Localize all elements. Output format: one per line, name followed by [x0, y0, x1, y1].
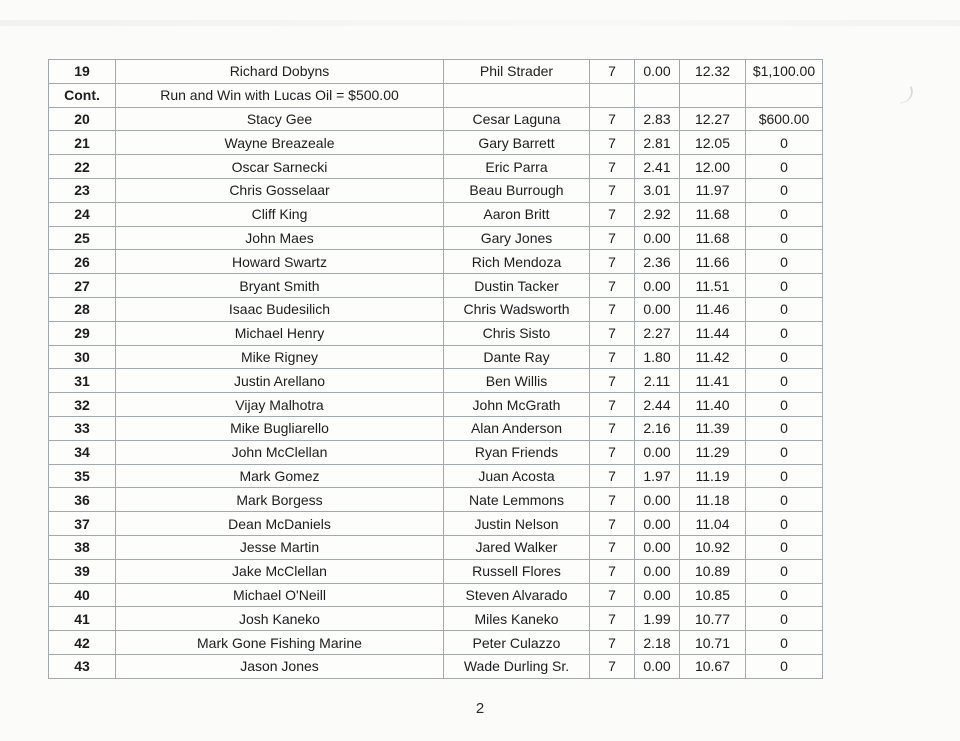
name-cell: Josh Kaneko — [116, 607, 444, 631]
rank-cell: 43 — [49, 654, 116, 678]
table-row — [49, 535, 823, 559]
winnings-cell: 0 — [746, 654, 823, 678]
events-cell: 7 — [590, 226, 635, 250]
events-cell: 7 — [590, 178, 635, 202]
avg-cell: 2.81 — [635, 131, 680, 155]
winnings-cell: 0 — [746, 607, 823, 631]
rank-cell: Cont. — [49, 83, 116, 107]
avg-cell: 1.80 — [635, 345, 680, 369]
table-row — [49, 631, 823, 655]
table-row — [49, 654, 823, 678]
avg-cell: 2.18 — [635, 631, 680, 655]
table-row — [49, 464, 823, 488]
avg-cell: 0.00 — [635, 488, 680, 512]
second-name-cell: John McGrath — [444, 393, 590, 417]
table-row — [49, 297, 823, 321]
table-row — [49, 202, 823, 226]
table-row — [49, 393, 823, 417]
points-cell: 11.46 — [680, 297, 746, 321]
table-row — [49, 512, 823, 536]
points-cell: 11.68 — [680, 202, 746, 226]
avg-cell: 0.00 — [635, 512, 680, 536]
events-cell: 7 — [590, 297, 635, 321]
points-cell: 10.67 — [680, 654, 746, 678]
events-cell: 7 — [590, 535, 635, 559]
points-cell: 11.68 — [680, 226, 746, 250]
second-name-cell: Juan Acosta — [444, 464, 590, 488]
points-cell — [680, 83, 746, 107]
winnings-cell: 0 — [746, 250, 823, 274]
points-cell: 10.71 — [680, 631, 746, 655]
winnings-cell: 0 — [746, 464, 823, 488]
events-cell: 7 — [590, 393, 635, 417]
avg-cell: 2.27 — [635, 321, 680, 345]
winnings-cell: 0 — [746, 297, 823, 321]
name-cell: Bryant Smith — [116, 274, 444, 298]
second-name-cell: Nate Lemmons — [444, 488, 590, 512]
points-cell: 10.89 — [680, 559, 746, 583]
avg-cell: 0.00 — [635, 583, 680, 607]
avg-cell — [635, 83, 680, 107]
avg-cell: 2.16 — [635, 416, 680, 440]
name-cell: Wayne Breazeale — [116, 131, 444, 155]
avg-cell: 0.00 — [635, 60, 680, 84]
results-table-body — [49, 60, 823, 679]
rank-cell: 38 — [49, 535, 116, 559]
name-cell: Richard Dobyns — [116, 60, 444, 84]
second-name-cell: Eric Parra — [444, 155, 590, 179]
winnings-cell: 0 — [746, 535, 823, 559]
events-cell — [590, 83, 635, 107]
points-cell: 11.39 — [680, 416, 746, 440]
events-cell: 7 — [590, 131, 635, 155]
table-row — [49, 178, 823, 202]
winnings-cell: 0 — [746, 488, 823, 512]
events-cell: 7 — [590, 607, 635, 631]
points-cell: 11.40 — [680, 393, 746, 417]
second-name-cell: Dante Ray — [444, 345, 590, 369]
second-name-cell: Ryan Friends — [444, 440, 590, 464]
points-cell: 11.41 — [680, 369, 746, 393]
name-cell: Jason Jones — [116, 654, 444, 678]
results-table — [48, 59, 823, 679]
avg-cell: 2.36 — [635, 250, 680, 274]
winnings-cell: 0 — [746, 131, 823, 155]
rank-cell: 32 — [49, 393, 116, 417]
second-name-cell: Russell Flores — [444, 559, 590, 583]
rank-cell: 26 — [49, 250, 116, 274]
events-cell: 7 — [590, 274, 635, 298]
winnings-cell: 0 — [746, 631, 823, 655]
second-name-cell — [444, 83, 590, 107]
name-cell: Chris Gosselaar — [116, 178, 444, 202]
name-cell: Mark Borgess — [116, 488, 444, 512]
table-row — [49, 83, 823, 107]
rank-cell: 39 — [49, 559, 116, 583]
second-name-cell: Chris Sisto — [444, 321, 590, 345]
rank-cell: 34 — [49, 440, 116, 464]
name-cell: Mark Gone Fishing Marine — [116, 631, 444, 655]
points-cell: 12.27 — [680, 107, 746, 131]
second-name-cell: Jared Walker — [444, 535, 590, 559]
winnings-cell: 0 — [746, 512, 823, 536]
events-cell: 7 — [590, 559, 635, 583]
table-row — [49, 155, 823, 179]
winnings-cell: 0 — [746, 559, 823, 583]
winnings-cell: 0 — [746, 321, 823, 345]
avg-cell: 0.00 — [635, 559, 680, 583]
avg-cell: 2.92 — [635, 202, 680, 226]
events-cell: 7 — [590, 464, 635, 488]
winnings-cell: 0 — [746, 369, 823, 393]
winnings-cell: 0 — [746, 178, 823, 202]
avg-cell: 2.83 — [635, 107, 680, 131]
name-cell: Cliff King — [116, 202, 444, 226]
table-row — [49, 345, 823, 369]
table-row — [49, 416, 823, 440]
name-cell: Dean McDaniels — [116, 512, 444, 536]
table-row — [49, 226, 823, 250]
second-name-cell: Dustin Tacker — [444, 274, 590, 298]
second-name-cell: Phil Strader — [444, 60, 590, 84]
name-cell: John McClellan — [116, 440, 444, 464]
rank-cell: 30 — [49, 345, 116, 369]
avg-cell: 0.00 — [635, 226, 680, 250]
events-cell: 7 — [590, 202, 635, 226]
table-row — [49, 107, 823, 131]
table-row — [49, 488, 823, 512]
rank-cell: 35 — [49, 464, 116, 488]
winnings-cell: $1,100.00 — [746, 60, 823, 84]
points-cell: 12.05 — [680, 131, 746, 155]
avg-cell: 0.00 — [635, 274, 680, 298]
page-number: 2 — [475, 700, 485, 717]
second-name-cell: Gary Barrett — [444, 131, 590, 155]
second-name-cell: Rich Mendoza — [444, 250, 590, 274]
winnings-cell: 0 — [746, 226, 823, 250]
name-cell: Stacy Gee — [116, 107, 444, 131]
avg-cell: 1.97 — [635, 464, 680, 488]
points-cell: 10.85 — [680, 583, 746, 607]
name-cell: John Maes — [116, 226, 444, 250]
name-cell: Jake McClellan — [116, 559, 444, 583]
name-cell: Mark Gomez — [116, 464, 444, 488]
events-cell: 7 — [590, 107, 635, 131]
table-row — [49, 369, 823, 393]
table-row — [49, 274, 823, 298]
avg-cell: 2.44 — [635, 393, 680, 417]
scan-artifact-mark — [896, 86, 915, 104]
events-cell: 7 — [590, 155, 635, 179]
points-cell: 11.18 — [680, 488, 746, 512]
points-cell: 11.42 — [680, 345, 746, 369]
avg-cell: 3.01 — [635, 178, 680, 202]
events-cell: 7 — [590, 512, 635, 536]
points-cell: 10.77 — [680, 607, 746, 631]
events-cell: 7 — [590, 488, 635, 512]
rank-cell: 19 — [49, 60, 116, 84]
winnings-cell: 0 — [746, 440, 823, 464]
rank-cell: 27 — [49, 274, 116, 298]
table-row — [49, 250, 823, 274]
winnings-cell: 0 — [746, 583, 823, 607]
second-name-cell: Chris Wadsworth — [444, 297, 590, 321]
rank-cell: 28 — [49, 297, 116, 321]
points-cell: 11.44 — [680, 321, 746, 345]
rank-cell: 37 — [49, 512, 116, 536]
rank-cell: 22 — [49, 155, 116, 179]
name-cell: Howard Swartz — [116, 250, 444, 274]
winnings-cell: $600.00 — [746, 107, 823, 131]
name-cell: Oscar Sarnecki — [116, 155, 444, 179]
second-name-cell: Alan Anderson — [444, 416, 590, 440]
rank-cell: 40 — [49, 583, 116, 607]
scan-smudge — [0, 20, 960, 26]
rank-cell: 25 — [49, 226, 116, 250]
avg-cell: 0.00 — [635, 297, 680, 321]
avg-cell: 0.00 — [635, 654, 680, 678]
table-row — [49, 607, 823, 631]
second-name-cell: Miles Kaneko — [444, 607, 590, 631]
avg-cell: 2.41 — [635, 155, 680, 179]
events-cell: 7 — [590, 321, 635, 345]
table-row — [49, 321, 823, 345]
rank-cell: 33 — [49, 416, 116, 440]
name-cell: Michael O'Neill — [116, 583, 444, 607]
winnings-cell: 0 — [746, 202, 823, 226]
winnings-cell: 0 — [746, 155, 823, 179]
avg-cell: 2.11 — [635, 369, 680, 393]
rank-cell: 24 — [49, 202, 116, 226]
points-cell: 12.32 — [680, 60, 746, 84]
table-row — [49, 131, 823, 155]
points-cell: 11.19 — [680, 464, 746, 488]
name-cell: Vijay Malhotra — [116, 393, 444, 417]
winnings-cell: 0 — [746, 345, 823, 369]
events-cell: 7 — [590, 60, 635, 84]
points-cell: 11.29 — [680, 440, 746, 464]
events-cell: 7 — [590, 654, 635, 678]
events-cell: 7 — [590, 631, 635, 655]
second-name-cell: Gary Jones — [444, 226, 590, 250]
events-cell: 7 — [590, 250, 635, 274]
rank-cell: 20 — [49, 107, 116, 131]
points-cell: 11.66 — [680, 250, 746, 274]
winnings-cell: 0 — [746, 393, 823, 417]
name-cell: Justin Arellano — [116, 369, 444, 393]
avg-cell: 0.00 — [635, 535, 680, 559]
events-cell: 7 — [590, 369, 635, 393]
name-cell: Isaac Budesilich — [116, 297, 444, 321]
events-cell: 7 — [590, 345, 635, 369]
points-cell: 11.97 — [680, 178, 746, 202]
name-cell: Michael Henry — [116, 321, 444, 345]
second-name-cell: Ben Willis — [444, 369, 590, 393]
points-cell: 11.04 — [680, 512, 746, 536]
table-row — [49, 583, 823, 607]
second-name-cell: Beau Burrough — [444, 178, 590, 202]
second-name-cell: Aaron Britt — [444, 202, 590, 226]
rank-cell: 23 — [49, 178, 116, 202]
avg-cell: 0.00 — [635, 440, 680, 464]
second-name-cell: Wade Durling Sr. — [444, 654, 590, 678]
name-cell: Jesse Martin — [116, 535, 444, 559]
table-row — [49, 440, 823, 464]
second-name-cell: Cesar Laguna — [444, 107, 590, 131]
name-cell: Mike Rigney — [116, 345, 444, 369]
winnings-cell: 0 — [746, 274, 823, 298]
events-cell: 7 — [590, 416, 635, 440]
rank-cell: 36 — [49, 488, 116, 512]
rank-cell: 42 — [49, 631, 116, 655]
second-name-cell: Steven Alvarado — [444, 583, 590, 607]
second-name-cell: Justin Nelson — [444, 512, 590, 536]
points-cell: 11.51 — [680, 274, 746, 298]
second-name-cell: Peter Culazzo — [444, 631, 590, 655]
rank-cell: 21 — [49, 131, 116, 155]
rank-cell: 41 — [49, 607, 116, 631]
rank-cell: 29 — [49, 321, 116, 345]
avg-cell: 1.99 — [635, 607, 680, 631]
table-row — [49, 60, 823, 84]
table-row — [49, 559, 823, 583]
events-cell: 7 — [590, 583, 635, 607]
winnings-cell: 0 — [746, 416, 823, 440]
name-cell: Run and Win with Lucas Oil = $500.00 — [116, 83, 444, 107]
points-cell: 12.00 — [680, 155, 746, 179]
rank-cell: 31 — [49, 369, 116, 393]
events-cell: 7 — [590, 440, 635, 464]
points-cell: 10.92 — [680, 535, 746, 559]
name-cell: Mike Bugliarello — [116, 416, 444, 440]
winnings-cell — [746, 83, 823, 107]
